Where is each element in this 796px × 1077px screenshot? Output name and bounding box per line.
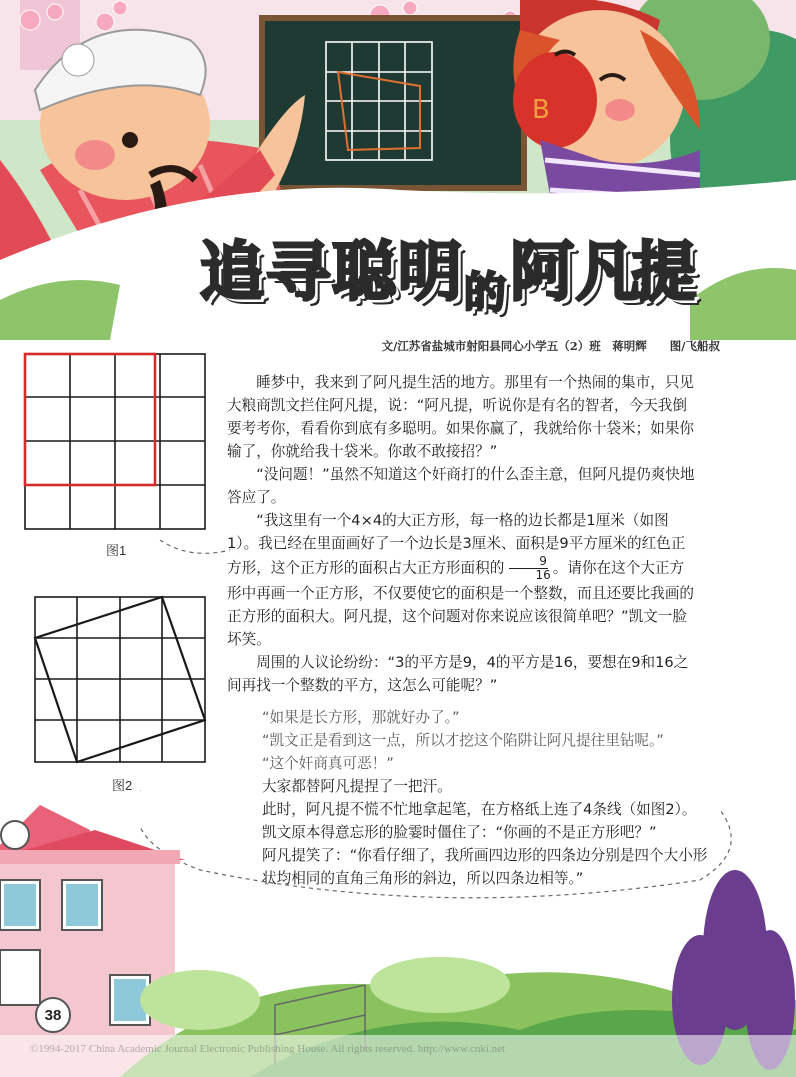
title-char: 凡 bbox=[576, 236, 640, 310]
figure-2-caption: 图2 bbox=[112, 778, 133, 793]
paragraph: 此时，阿凡提不慌不忙地拿起笔，在方格纸上连了4条线（如图2）。 bbox=[262, 801, 697, 818]
fraction bbox=[506, 555, 550, 582]
title-char: 提 bbox=[632, 236, 696, 310]
paragraph: “没问题！”虽然不知道这个奸商打的什么歪主意，但阿凡提仍爽快地答应了。 bbox=[227, 466, 695, 506]
paragraph: “凯文正是看到这一点，所以才挖这个陷阱让阿凡提往里钻呢。” bbox=[262, 732, 664, 749]
paragraph: 凯文原本得意忘形的脸霎时僵住了：“你画的不是正方形吧？” bbox=[262, 824, 657, 841]
figure-1-caption: 图1 bbox=[106, 543, 127, 558]
footer-illustration bbox=[0, 770, 796, 1077]
paragraph-text: 。请你在这个大正方形中再画一个正方形，不仅要使它的面积是一个整数，而且还要比我画的正方形的面积大。阿凡提，这个问题对你来说应该很简单吧？”凯文一脸坏笑。 bbox=[227, 559, 695, 648]
paragraph: 阿凡提笑了：“你看仔细了，我所画四边形的四条边分别是四个大小形状均相同的直角三角形的斜边，所以四条边相等。” bbox=[262, 847, 708, 887]
fraction-numerator: 9 bbox=[509, 555, 548, 569]
title-char: 阿 bbox=[510, 236, 574, 310]
title-char: 的 bbox=[464, 268, 507, 317]
article-title bbox=[200, 228, 700, 338]
beard-letter: B bbox=[532, 95, 550, 125]
story-text bbox=[227, 371, 697, 697]
paragraph: 周围的人议论纷纷：“3的平方是9，4的平方是16，要想在9和16之间再找一个整数的平方，这怎么可能呢？” bbox=[227, 654, 689, 694]
paragraph-text: “我这里有一个4×4的大正方形，每一格的边长都是1厘米（如图1）。我已经在里面画好了一个边长是3厘米、面积是9平方厘米的红色正方形，这个正方形的面积占大正方形面积的 bbox=[227, 512, 686, 577]
title-char: 寻 bbox=[266, 236, 330, 310]
title-char: 明 bbox=[398, 236, 462, 310]
paragraph: “如果是长方形，那就好办了。” bbox=[262, 709, 460, 726]
fraction-denominator: 16 bbox=[535, 568, 551, 582]
paragraph bbox=[227, 509, 697, 651]
byline: 文/江苏省盐城市射阳县同心小学五（2）班 蒋明辉 图/飞船叔 bbox=[381, 339, 720, 353]
page-number: 38 bbox=[35, 997, 71, 1033]
paragraph: 睡梦中，我来到了阿凡提生活的地方。那里有一个热闹的集市，只见大粮商凯文拦住阿凡提，说：“阿凡提，听说你是有名的智者，今天我倒要考考你，看看你到底有多聪明。如果你赢了，我就给你十袋米；如果你输了，你就给我十袋米。你敢不敢接招？” bbox=[227, 374, 695, 460]
title-char: 聪 bbox=[332, 236, 396, 310]
title-char: 追 bbox=[200, 236, 264, 310]
red-square bbox=[25, 354, 155, 485]
copyright-watermark: ©1994-2017 China Academic Journal Electronic Publishing House. All rights reserved. http://www.cnki.net bbox=[30, 1043, 506, 1055]
paragraph: “这个奸商真可恶！” bbox=[262, 755, 394, 772]
figure-1-grid bbox=[20, 349, 210, 534]
paragraph: 大家都替阿凡提捏了一把汗。 bbox=[262, 778, 452, 795]
